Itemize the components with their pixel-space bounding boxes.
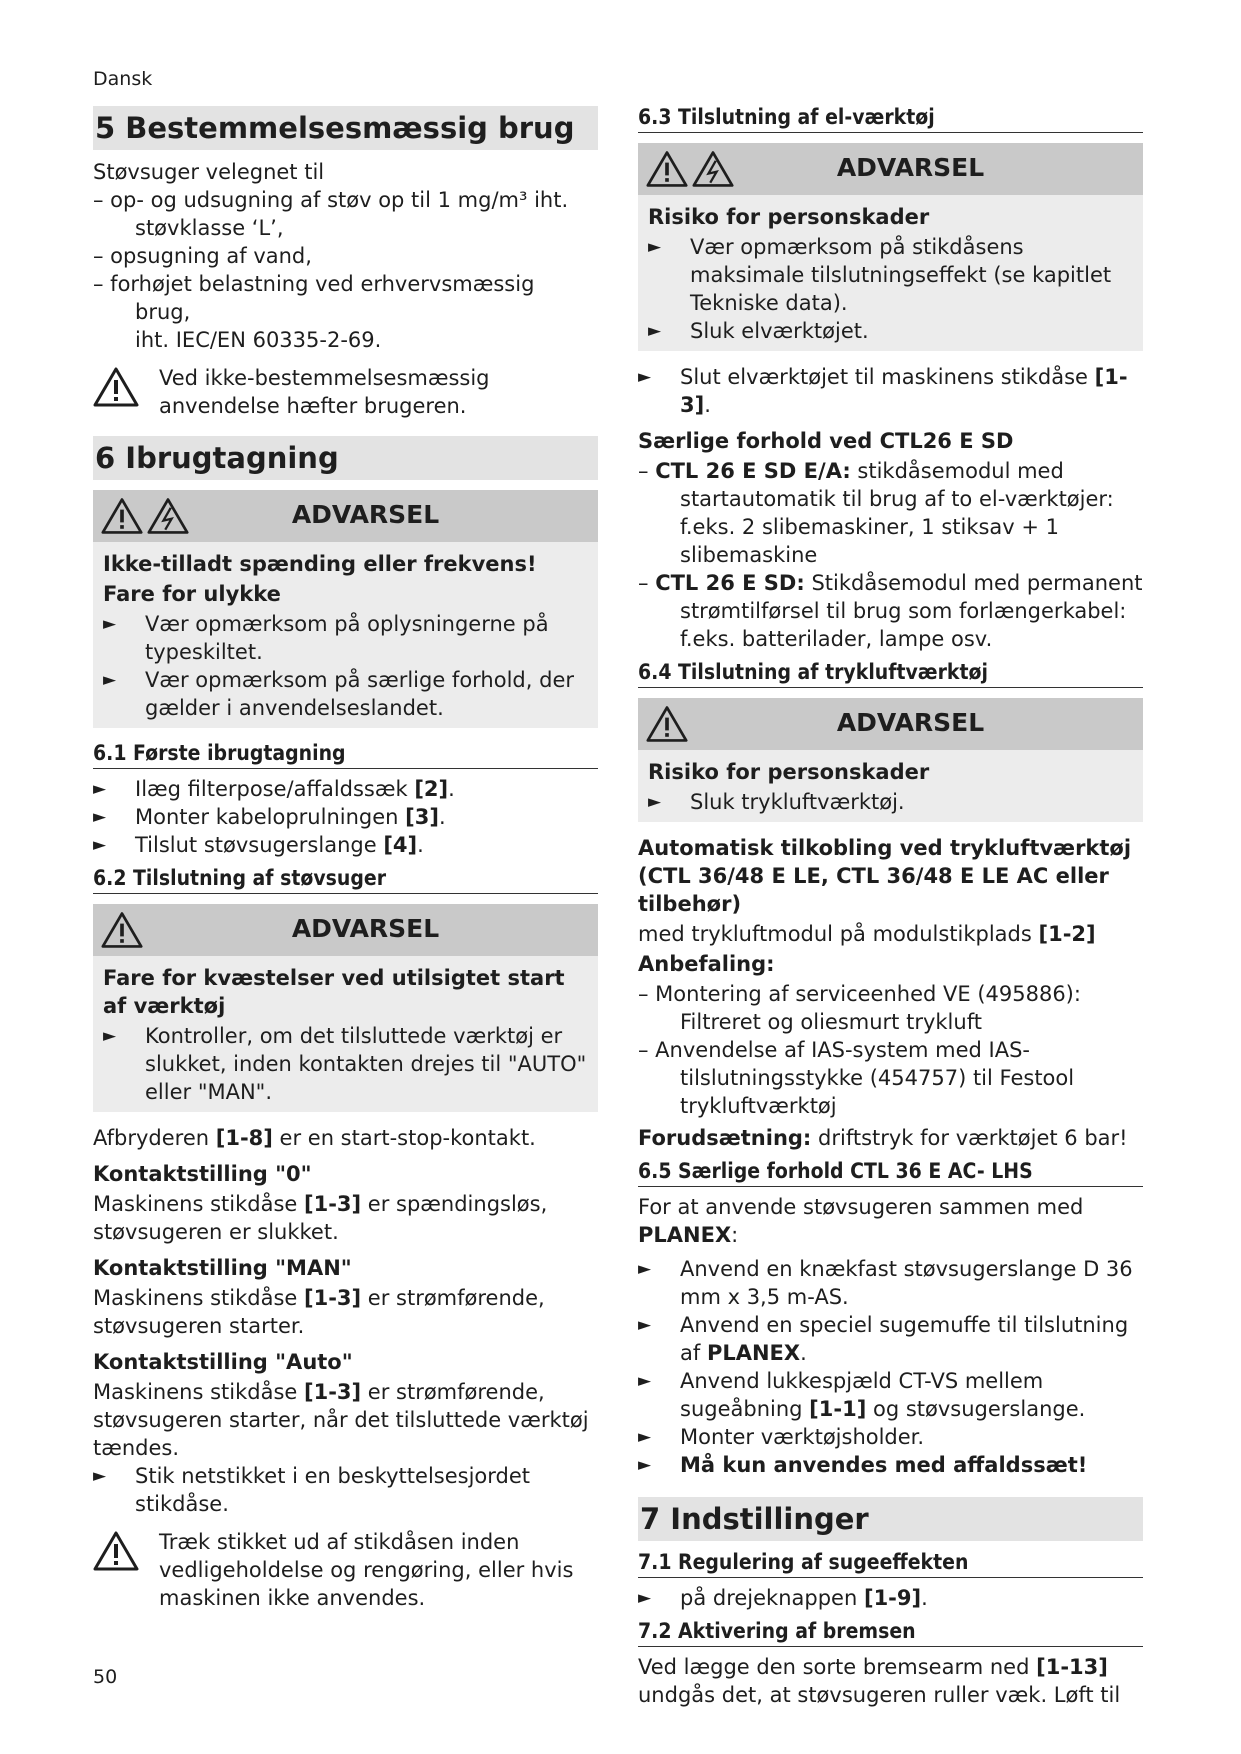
s63-warning-label: ADVARSEL	[836, 153, 985, 182]
s63-warning-box	[638, 143, 1143, 351]
s64-warning-label: ADVARSEL	[836, 708, 985, 737]
language-label: Dansk	[93, 68, 153, 90]
s64-warning-box	[638, 698, 1143, 822]
s5-list-3-cont: brug,	[135, 300, 191, 324]
arrow-icon: ►	[638, 1588, 652, 1608]
section-6-3-title: 6.3 Tilslutning af el-værktøj	[638, 104, 1143, 133]
warning-triangle-icon	[93, 366, 139, 415]
s6-warning-bullet-1: ► Vær opmærksom på oplysningerne på typeskiltet.	[103, 612, 549, 664]
section-6-5-title: 6.5 Særlige forhold CTL 36 E AC- LHS	[638, 1158, 1143, 1187]
s65-bullet-1: ► Anvend en knækfast støvsugerslange D 36 mm x 3,5 m-AS.	[638, 1257, 1133, 1309]
arrow-icon: ►	[93, 835, 107, 855]
s64-warning-header	[638, 698, 1143, 750]
s63-warning-header	[638, 143, 1143, 195]
s5-list-3: – forhøjet belastning ved erhvervsmæssig	[93, 272, 535, 296]
section-7-2-title: 7.2 Aktivering af bremsen	[638, 1618, 1143, 1647]
s62-kauto-title: Kontaktstilling "Auto"	[93, 1350, 353, 1374]
s62-note	[93, 1528, 598, 1612]
arrow-icon: ►	[638, 1455, 652, 1475]
arrow-icon: ►	[103, 1026, 117, 1046]
section-6-title: 6 Ibrugtagning	[93, 436, 598, 480]
page-number: 50	[93, 1666, 118, 1688]
warning-triangle-icon	[93, 1530, 139, 1579]
s6-warning-sub2: Fare for ulykke	[103, 582, 281, 606]
s5-list-2: – opsugning af vand,	[93, 244, 312, 268]
section-6-2-title: 6.2 Tilslutning af støvsuger	[93, 865, 598, 894]
s64-warning-sub: Risiko for personskader	[648, 760, 930, 784]
s6-warning-box	[93, 490, 598, 728]
s64-warning-bullet: ► Sluk trykluftværktøj.	[648, 790, 905, 814]
s65-bullet-3: ► Anvend lukkespjæld CT-VS mellem sugeåbning [1-1] og støvsugerslange.	[638, 1369, 1086, 1421]
arrow-icon: ►	[638, 1427, 652, 1447]
arrow-icon: ►	[638, 1371, 652, 1391]
s61-bullet-1: ► Ilæg filterpose/affaldssæk [2].	[93, 777, 455, 801]
arrow-icon: ►	[648, 792, 662, 812]
s64-rec-title: Anbefaling:	[638, 952, 775, 976]
section-6-1-title: 6.1 Første ibrugtagning	[93, 740, 598, 769]
s65-bullet-2: ► Anvend en speciel sugemuffe til tilslutning af PLANEX.	[638, 1313, 1129, 1365]
s64-auto-title: Automatisk tilkobling ved trykluftværktøj (CTL 36/48 E LE, CTL 36/48 E LE AC eller tilbehør)	[638, 836, 1132, 916]
arrow-icon: ►	[638, 1315, 652, 1335]
s72-text: Ved lægge den sorte bremsearm ned [1-13] undgås det, at støvsugeren ruller væk. Løft til	[638, 1655, 1121, 1707]
s6-warning-label: ADVARSEL	[291, 500, 440, 529]
s5-intro: Støvsuger velegnet til	[93, 160, 325, 184]
s62-warning-label: ADVARSEL	[291, 914, 440, 943]
s5-note	[93, 364, 598, 420]
s63-warning-bullet-2: ► Sluk elværktøjet.	[648, 319, 869, 343]
s63-bullet: ► Slut elværktøjet til maskinens stikdåse [1-3].	[638, 365, 1128, 417]
s62-kman-title: Kontaktstilling "MAN"	[93, 1256, 352, 1280]
arrow-icon: ►	[648, 237, 662, 257]
arrow-icon: ►	[648, 321, 662, 341]
s62-warning-bullet: ► Kontroller, om det tilsluttede værktøj er slukket, inden kontakten drejes til "AUTO" eller "MAN".	[103, 1024, 587, 1104]
right-column	[638, 104, 1143, 1709]
arrow-icon: ►	[103, 614, 117, 634]
s71-bullet: ► på drejeknappen [1-9].	[638, 1586, 928, 1610]
s62-warning-box	[93, 904, 598, 1112]
s62-kauto-text: Maskinens stikdåse [1-3] er strømførende, støvsugeren starter, når det tilsluttede værktøj tændes.	[93, 1380, 589, 1460]
s62-warning-header	[93, 904, 598, 956]
s65-intro: For at anvende støvsugeren sammen med PLANEX:	[638, 1195, 1084, 1247]
s63-sd-title: Særlige forhold ved CTL26 E SD	[638, 429, 1014, 453]
arrow-icon: ►	[93, 1466, 107, 1486]
s6-warning-header	[93, 490, 598, 542]
s62-k0-text: Maskinens stikdåse [1-3] er spændingsløs, støvsugeren er slukket.	[93, 1192, 548, 1244]
s5-list-4: iht. IEC/EN 60335-2-69.	[135, 328, 382, 352]
s64-rec-1: – Montering af serviceenhed VE (495886): Filtreret og oliesmurt trykluft	[638, 982, 1081, 1034]
s61-bullet-2: ► Monter kabeloprulningen [3].	[93, 805, 446, 829]
s61-bullet-3: ► Tilslut støvsugerslange [4].	[93, 833, 424, 857]
s62-plug-bullet: ► Stik netstikket i en beskyttelsesjordet stikdåse.	[93, 1464, 531, 1516]
s6-warning-sub1: Ikke-tilladt spænding eller frekvens!	[103, 552, 537, 576]
section-6-4-title: 6.4 Tilslutning af trykluftværktøj	[638, 659, 1143, 688]
s62-k0-title: Kontaktstilling "0"	[93, 1162, 312, 1186]
s64-prerequisite: Forudsætning: driftstryk for værktøjet 6 bar!	[638, 1126, 1128, 1150]
left-column	[93, 106, 598, 1622]
s63-warning-sub: Risiko for personskader	[648, 205, 930, 229]
s62-kman-text: Maskinens stikdåse [1-3] er strømførende, støvsugeren starter.	[93, 1286, 545, 1338]
s5-list-1-cont: støvklasse ‘L’,	[135, 216, 284, 240]
s64-rec-2: – Anvendelse af IAS-system med IAS-tilslutningsstykke (454757) til Festool trykluftværktøj	[638, 1038, 1075, 1118]
arrow-icon: ►	[103, 670, 117, 690]
section-5-title: 5 Bestemmelsesmæssig brug	[93, 106, 598, 150]
s62-switch-text: Afbryderen [1-8] er en start-stop-kontakt.	[93, 1126, 536, 1150]
s65-bullet-4: ► Monter værktøjsholder.	[638, 1425, 925, 1449]
section-7-1-title: 7.1 Regulering af sugeeffekten	[638, 1549, 1143, 1578]
arrow-icon: ►	[93, 807, 107, 827]
s65-bullet-5: ► Må kun anvendes med affaldssæt!	[638, 1453, 1088, 1477]
s64-auto-text: med trykluftmodul på modulstikplads [1-2]	[638, 922, 1096, 946]
section-7-title: 7 Indstillinger	[638, 1497, 1143, 1541]
arrow-icon: ►	[93, 779, 107, 799]
s63-warning-bullet-1: ► Vær opmærksom på stikdåsens maksimale tilslutningseffekt (se kapitlet Tekniske data).	[648, 235, 1112, 315]
s5-list-1: – op- og udsugning af støv op til 1 mg/m³ iht.	[93, 188, 569, 212]
arrow-icon: ►	[638, 1259, 652, 1279]
s6-warning-bullet-2: ► Vær opmærksom på særlige forhold, der gælder i anvendelseslandet.	[103, 668, 574, 720]
s63-sd-item-1: – CTL 26 E SD E/A: stikdåsemodul med startautomatik til brug af to el-værktøjer: f.eks. 2 slibemaskiner, 1 stiksav + 1 slibemaskine	[638, 459, 1114, 567]
s62-warning-sub: Fare for kvæstelser ved utilsigtet start af værktøj	[103, 966, 565, 1018]
arrow-icon: ►	[638, 367, 652, 387]
s63-sd-item-2: – CTL 26 E SD: Stikdåsemodul med permanent strømtilførsel til brug som forlængerkabel: f.eks. batterilader, lampe osv.	[638, 571, 1143, 651]
s5-note-text: Ved ikke-bestemmelsesmæssig anvendelse hæfter brugeren.	[159, 366, 490, 418]
s62-note-text: Træk stikket ud af stikdåsen inden vedligeholdelse og rengøring, eller hvis maskinen ikke anvendes.	[159, 1530, 574, 1610]
